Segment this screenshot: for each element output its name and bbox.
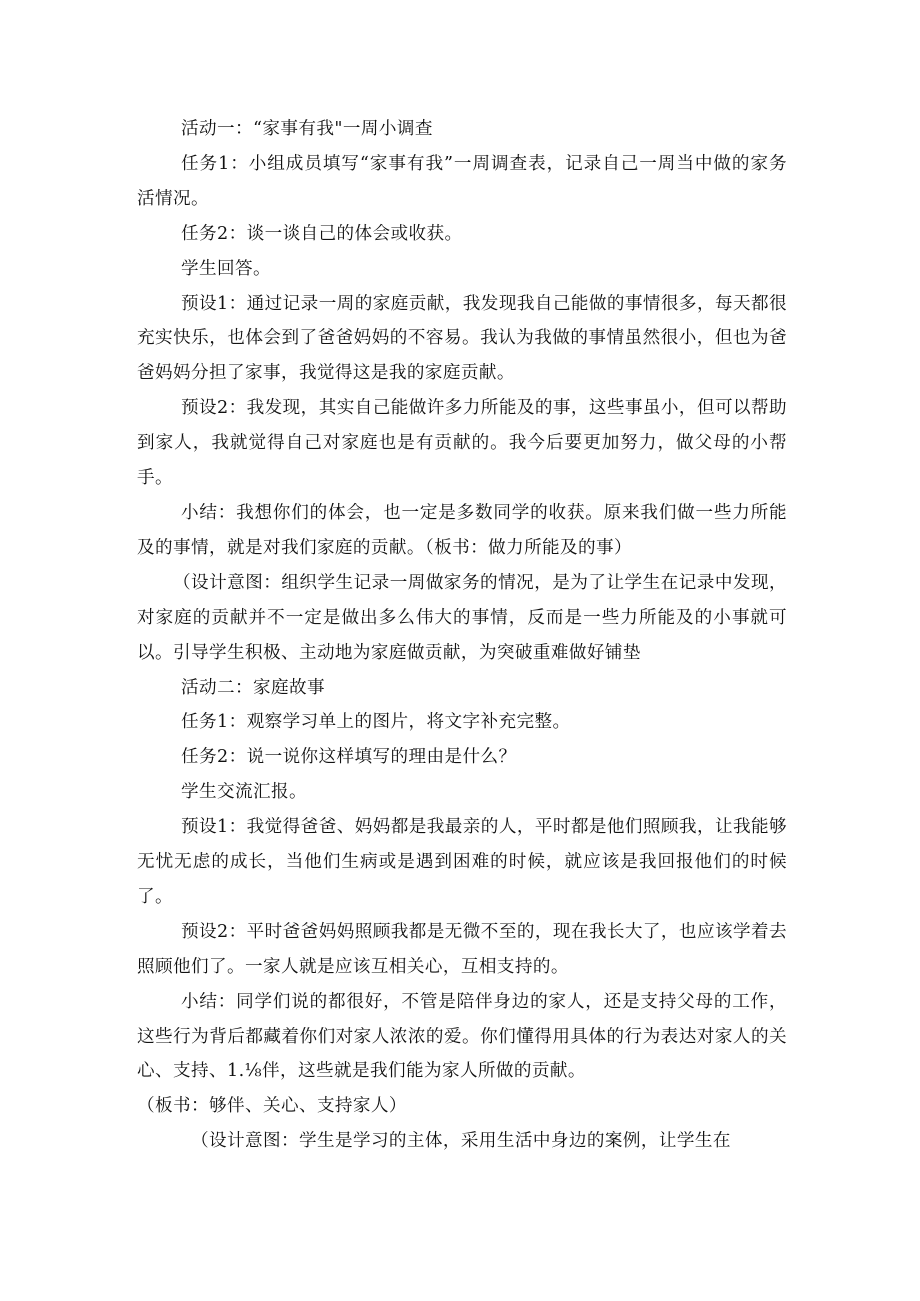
task-one-paragraph: 任务1：小组成员填写“家事有我”一周调查表，记录自己一周当中做的家务活情况。 <box>137 153 787 209</box>
activity-one-heading: 活动一：“家事有我"一周小调查 <box>181 119 433 139</box>
summary-paragraph: 小结：我想你们的体会，也一定是多数同学的收获。原来我们做一些力所能及的事情，就是对我们家庭的贡献。（板书：做力所能及的事） <box>137 502 787 558</box>
design-intent-paragraph-2: （设计意图：学生是学习的主体，采用生活中身边的案例，让学生在 <box>191 1131 731 1152</box>
task-two-paragraph-2: 任务2：说一说你这样填写的理由是什么？ <box>181 747 517 768</box>
student-report-paragraph: 学生交流汇报。 <box>181 782 307 803</box>
preset-two-paragraph: 预设2：我发现，其实自己能做许多力所能及的事，这些事虽小，但可以帮助到家人，我就觉得自己对家庭也是有贡献的。我今后要更加努力，做父母的小帮手。 <box>137 398 787 489</box>
preset-one-paragraph-2: 预设1：我觉得爸爸、妈妈都是我最亲的人，平时都是他们照顾我，让我能够无忧无虑的成长，当他们生病或是遇到困难的时候，就应该是我回报他们的时候了。 <box>137 817 787 907</box>
preset-two-paragraph-2: 预设2：平时爸爸妈妈照顾我都是无微不至的，现在我长大了，也应该学着去照顾他们了。一家人就是应该互相关心，互相支持的。 <box>137 921 787 977</box>
preset-one-paragraph: 预设1：通过记录一周的家庭贡献，我发现我自己能做的事情很多，每天都很充实快乐，也体会到了爸爸妈妈的不容易。我认为我做的事情虽然很小，但也为爸爸妈妈分担了家事，我觉得这是我的家庭贡献。 <box>137 293 787 384</box>
summary-paragraph-2: 小结：同学们说的都很好，不管是陪伴身边的家人，还是支持父母的工作，这些行为背后都藏着你们对家人浓浓的爱。你们懂得用具体的行为表达对家人的关心、支持、1.⅛伴，这些就是我们能为家人所做的贡献。 <box>137 991 787 1082</box>
activity-two-heading: 活动二：家庭故事 <box>181 677 325 698</box>
task-one-paragraph-2: 任务1：观察学习单上的图片，将文字补充完整。 <box>181 712 571 733</box>
document-body <box>137 112 787 1159</box>
design-intent-paragraph: （设计意图：组织学生记录一周做家务的情况，是为了让学生在记录中发现，对家庭的贡献并不一定是做出多么伟大的事情，反而是一些力所能及的小事就可以。引导学生积极、主动地为家庭做贡献，为突破重难做好铺垫 <box>137 572 787 663</box>
student-answer-paragraph: 学生回答。 <box>181 258 271 279</box>
task-two-paragraph: 任务2：谈一谈自己的体会或收获。 <box>181 223 463 244</box>
board-note-paragraph: （板书：够伴、关心、支持家人） <box>137 1096 407 1117</box>
